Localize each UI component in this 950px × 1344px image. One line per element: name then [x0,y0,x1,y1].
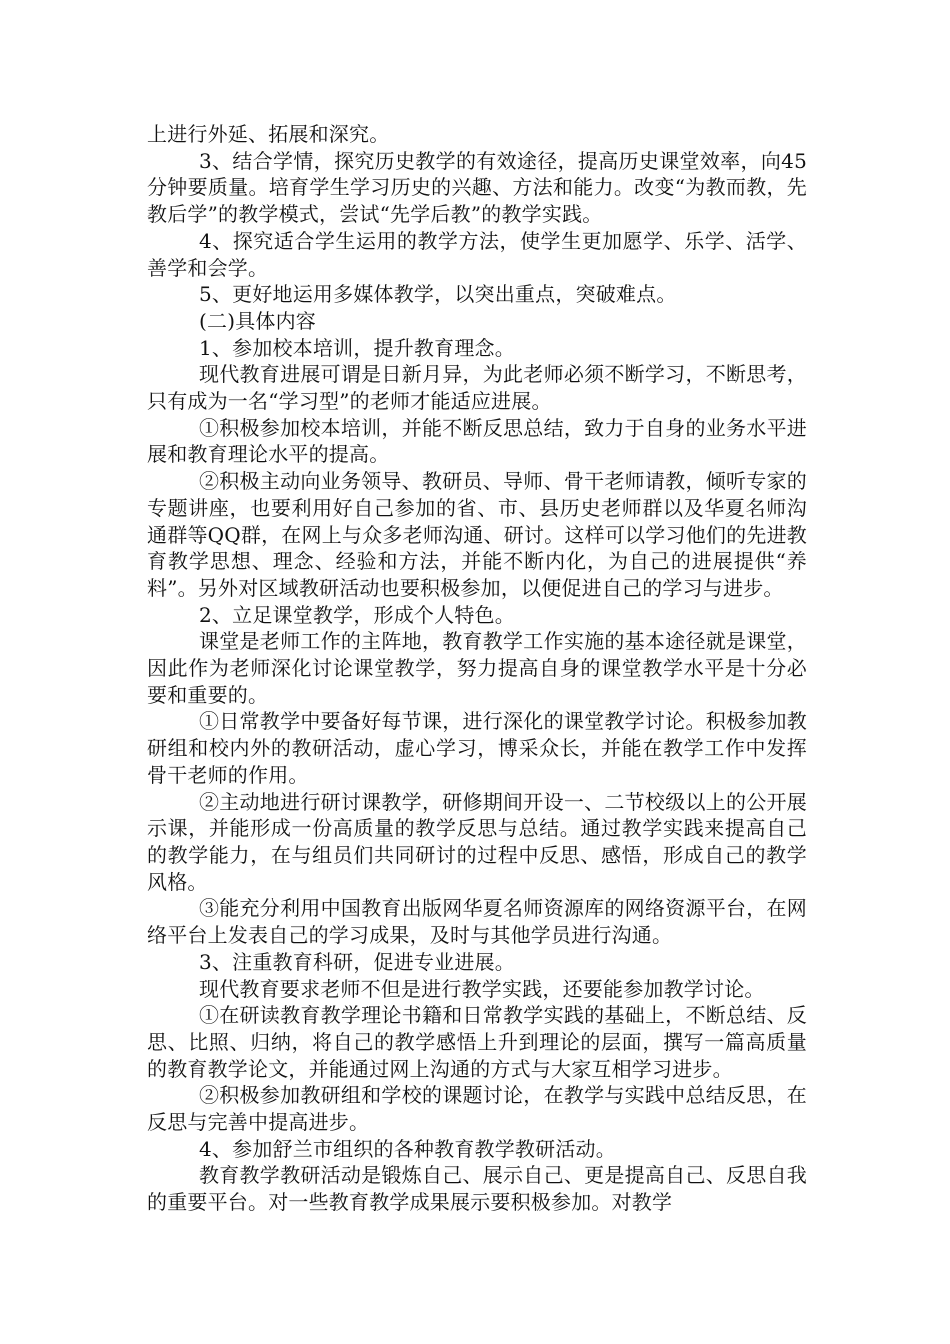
paragraph-14: ③能充分利用中国教育出版网华夏名师资源库的网络资源平台，在网络平台上发表自己的学习成果，及时与其他学员进行沟通。 [147,896,807,948]
paragraph-6: 1、参加校本培训，提升教育理念。 [199,335,515,360]
section-heading: (二)具体内容 [199,308,317,333]
paragraph-16: 现代教育要求老师不但是进行教学实践，还要能参加教学讨论。 [199,976,765,1001]
paragraph-12: ①日常教学中要备好每节课，进行深化的课堂教学讨论。积极参加教研组和校内外的教研活动，虚心学习，博采众长，并能在教学工作中发挥骨干老师的作用。 [147,709,807,787]
paragraph-13: ②主动地进行研讨课教学，研修期间开设一、二节校级以上的公开展示课，并能形成一份高质量的教学反思与总结。通过教学实践来提高自己的教学能力，在与组员们共同研讨的过程中反思、感悟，形成自己的教学风格。 [147,789,807,894]
paragraph-9: ②积极主动向业务领导、教研员、导师、骨干老师请教，倾听专家的专题讲座，也要利用好自己参加的省、市、县历史老师群以及华夏名师沟通群等QQ群，在网上与众多老师沟通、研讨。这样可以学习他们的先进教育教学思想、理念、经验和方法，并能不断内化，为自己的进展提供“养料”。另外对区域教研活动也要积极参加，以便促进自己的学习与进步。 [147,469,807,600]
paragraph-19: 4、参加舒兰市组织的各种教育教学教研活动。 [199,1136,616,1161]
paragraph-10: 2、立足课堂教学，形成个人特色。 [199,602,515,627]
paragraph-15: 3、注重教育科研，促进专业进展。 [199,949,515,974]
paragraph-7: 现代教育进展可谓是日新月异，为此老师必须不断学习，不断思考，只有成为一名“学习型”的老师才能适应进展。 [147,362,807,414]
document-body [147,121,807,1216]
paragraph-1: 上进行外延、拓展和深究。 [147,122,390,146]
paragraph-4: 5、更好地运用多媒体教学，以突出重点，突破难点。 [199,282,677,307]
paragraph-3: 4、探究适合学生运用的教学方法，使学生更加愿学、乐学、活学、善学和会学。 [147,228,807,280]
paragraph-8: ①积极参加校本培训，并能不断反思总结，致力于自身的业务水平进展和教育理论水平的提高。 [147,415,807,467]
paragraph-2: 3、结合学情，探究历史教学的有效途径，提高历史课堂效率，向45分钟要质量。培育学生学习历史的兴趣、方法和能力。改变“为教而教，先教后学”的教学模式，尝试“先学后教”的教学实践。 [147,148,807,227]
paragraph-20: 教育教学教研活动是锻炼自己、展示自己、更是提高自己、反思自我的重要平台。对一些教育教学成果展示要积极参加。对教学 [147,1163,807,1215]
paragraph-17: ①在研读教育教学理论书籍和日常教学实践的基础上，不断总结、反思、比照、归纳，将自己的教学感悟上升到理论的层面，撰写一篇高质量的教育教学论文，并能通过网上沟通的方式与大家互相学习进步。 [147,1003,807,1081]
paragraph-11: 课堂是老师工作的主阵地，教育教学工作实施的基本途径就是课堂，因此作为老师深化讨论课堂教学，努力提高自身的课堂教学水平是十分必要和重要的。 [147,629,807,707]
paragraph-18: ②积极参加教研组和学校的课题讨论，在教学与实践中总结反思，在反思与完善中提高进步。 [147,1083,807,1135]
